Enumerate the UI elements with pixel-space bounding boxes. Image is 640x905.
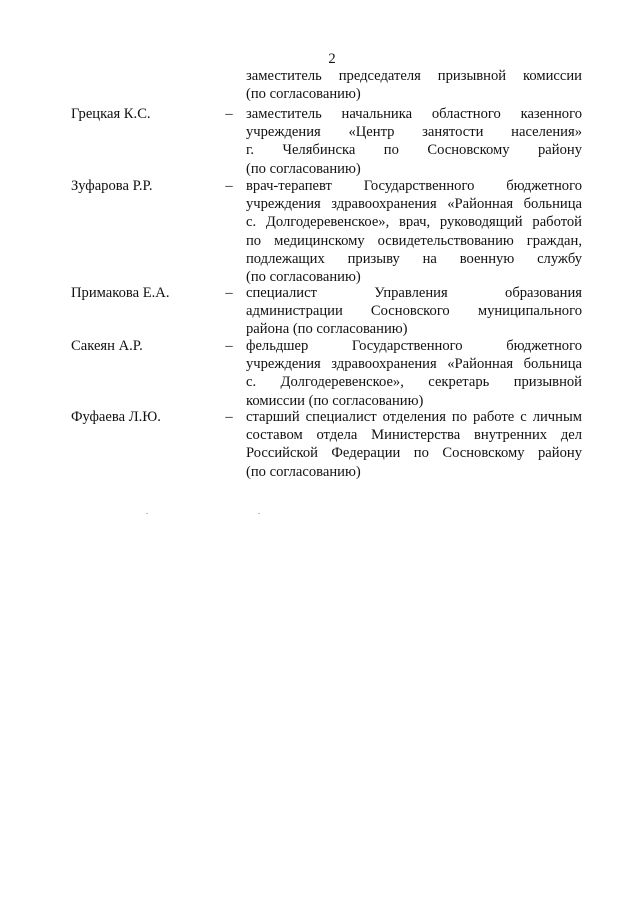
role-line: фельдшер Государственного бюджетного: [246, 338, 582, 354]
role-line: учреждения здравоохранения «Районная больница: [246, 196, 582, 213]
role-line: (по согласованию): [246, 160, 361, 177]
member-name: Грецкая К.С.: [71, 106, 151, 122]
top-role-description: [246, 67, 582, 103]
role-line: старший специалист отделения по работе с личным: [246, 409, 582, 425]
member-dash: –: [225, 285, 233, 301]
role-line: заместитель начальника областного казенного: [246, 106, 582, 122]
role-line: специалист Управления образования: [246, 285, 582, 301]
member-name: Зуфарова Р.Р.: [71, 178, 153, 194]
member-name: Фуфаева Л.Ю.: [71, 409, 161, 425]
role-line: подлежащих призыву на военную службу: [246, 250, 582, 267]
role-line: учреждения здравоохранения «Районная больница: [246, 356, 582, 373]
member-name: Примакова Е.А.: [71, 285, 170, 301]
role-line: комиссии (по согласованию): [246, 392, 424, 409]
member-role: [246, 337, 582, 410]
member-dash: –: [225, 106, 233, 122]
scan-speck: [146, 513, 148, 514]
member-dash: –: [225, 409, 233, 425]
member-role: [246, 177, 582, 286]
role-line: Российской Федерации по Сосновскому району: [246, 445, 582, 462]
role-line: составом отдела Министерства внутренних дел: [246, 427, 582, 444]
member-dash: –: [225, 178, 233, 194]
role-line: с. Долгодеревенское», секретарь призывной: [246, 374, 582, 391]
scan-speck: [258, 513, 260, 514]
role-line: заместитель председателя призывной комиссии: [246, 68, 582, 84]
role-line: (по согласованию): [246, 269, 361, 286]
member-role: [246, 408, 582, 481]
role-line: г. Челябинска по Сосновскому району: [246, 142, 582, 159]
role-line: района (по согласованию): [246, 321, 408, 338]
member-role: [246, 284, 582, 339]
role-line: врач-терапевт Государственного бюджетного: [246, 178, 582, 194]
role-line: учреждения «Центр занятости населения»: [246, 124, 582, 141]
role-line: с. Долгодеревенское», врач, руководящий работой: [246, 214, 582, 231]
member-name: Сакеян А.Р.: [71, 338, 143, 354]
page-number: 2: [328, 51, 336, 67]
member-dash: –: [225, 338, 233, 354]
role-line: (по согласованию): [246, 86, 361, 103]
member-role: [246, 105, 582, 178]
role-line: по медицинскому освидетельствованию граждан,: [246, 232, 582, 249]
role-line: администрации Сосновского муниципального: [246, 303, 582, 320]
role-line: (по согласованию): [246, 463, 361, 480]
